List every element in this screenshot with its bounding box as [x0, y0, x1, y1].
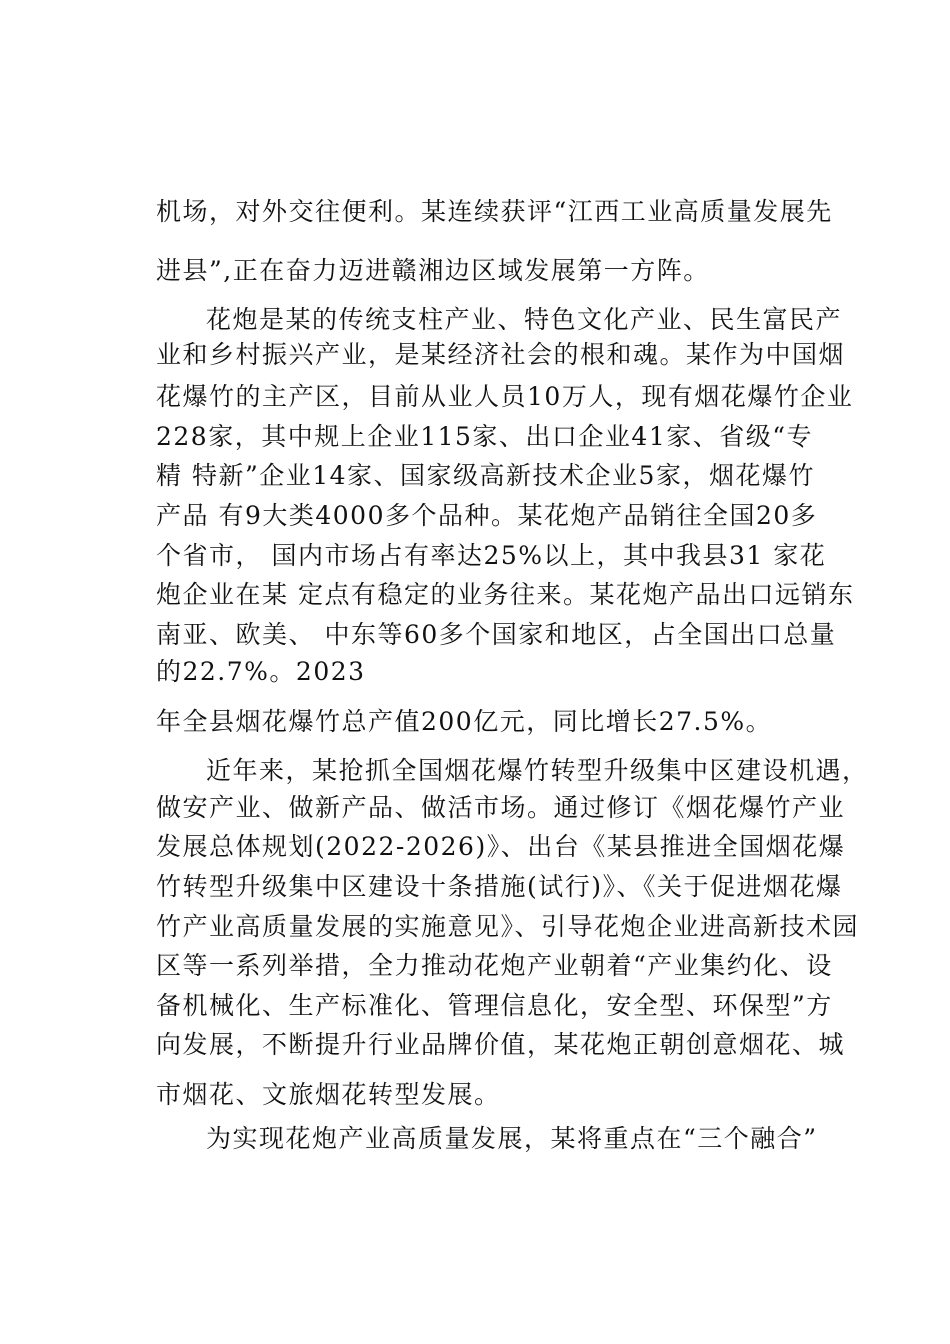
paragraph-start-line: 近年来，某抢抓全国烟花爆竹转型升级集中区建设机遇，	[206, 756, 869, 785]
text-line: 年全县烟花爆竹总产值200亿元，同比增长27.5%。	[156, 707, 773, 736]
text-line: 个省市， 国内市场占有率达25%以上，其中我县31 家花	[156, 541, 827, 570]
paragraph-start-line: 为实现花炮产业高质量发展，某将重点在“三个融合”	[206, 1124, 818, 1153]
text-line: 业和乡村振兴产业，是某经济社会的根和魂。某作为中国烟	[156, 340, 846, 369]
text-line: 做安产业、做新产品、做活市场。通过修订《烟花爆竹产业	[156, 793, 846, 822]
text-line: 228家，其中规上企业115家、出口企业41家、省级“专	[156, 422, 814, 451]
paragraph-start-line: 花炮是某的传统支柱产业、特色文化产业、民生富民产	[206, 305, 843, 334]
text-line: 进县”,正在奋力迈进赣湘边区域发展第一方阵。	[156, 256, 710, 285]
text-line: 区等一系列举措，全力推动花炮产业朝着“产业集约化、设	[156, 951, 833, 980]
text-line: 市烟花、文旅烟花转型发展。	[156, 1080, 501, 1109]
text-line: 花爆竹的主产区，目前从业人员10万人，现有烟花爆竹企业	[156, 382, 854, 411]
text-line: 机场，对外交往便利。某连续获评“江西工业高质量发展先	[156, 197, 833, 226]
text-line: 备机械化、生产标准化、管理信息化，安全型、环保型”方	[156, 991, 833, 1020]
text-line: 的22.7%。2023	[156, 657, 366, 686]
text-line: 向发展，不断提升行业品牌价值，某花炮正朝创意烟花、城	[156, 1030, 846, 1059]
text-line: 竹转型升级集中区建设十条措施(试行)》、《关于促进烟花爆	[156, 872, 843, 901]
text-line: 炮企业在某 定点有稳定的业务往来。某花炮产品出口远销东	[156, 580, 855, 609]
text-line: 精 特新”企业14家、国家级高新技术企业5家，烟花爆竹	[156, 461, 815, 490]
text-line: 竹产业高质量发展的实施意见》、引导花炮企业进高新技术园	[156, 912, 860, 941]
text-line: 产品 有9大类4000多个品种。某花炮产品销往全国20多	[156, 501, 818, 530]
text-line: 发展总体规划(2022-2026)》、出台《某县推进全国烟花爆	[156, 832, 846, 861]
text-line: 南亚、欧美、 中东等60多个国家和地区，占全国出口总量	[156, 620, 837, 649]
